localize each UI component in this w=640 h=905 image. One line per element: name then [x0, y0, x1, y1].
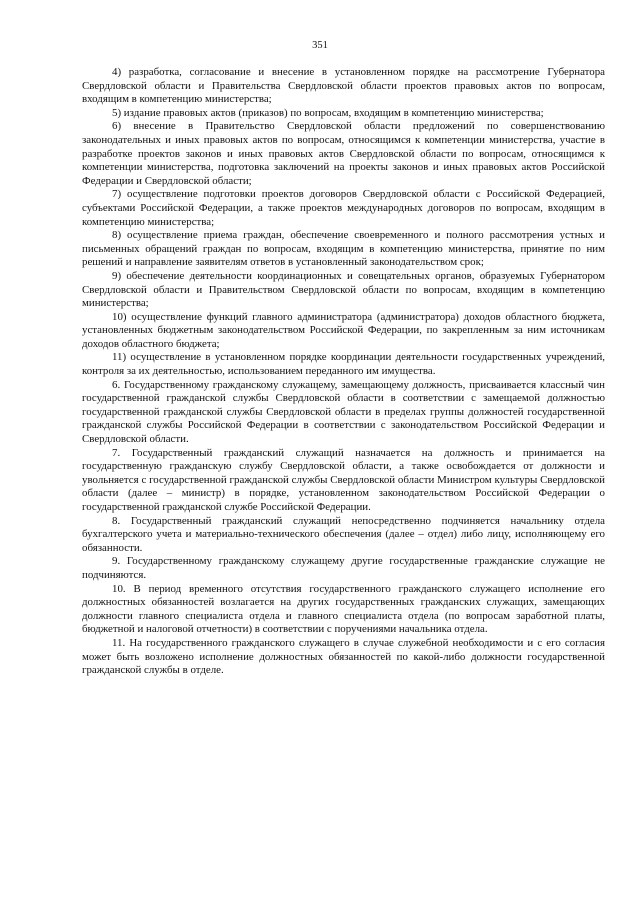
paragraph-section-7: 7. Государственный гражданский служащий назначается на должность и принимается на государственную гражданскую службу Свердловской области, а также освобождается от должности и увольняется с государственной гражданской службы Свердловской области Министром культуры Свердловской области (далее – министр) в порядке, установленном законодательством Российской Федерации о государственной гражданской службе Российской Федерации.: [82, 446, 605, 513]
paragraph-item-5: 5) издание правовых актов (приказов) по вопросам, входящим в компетенцию министерства;: [112, 106, 544, 119]
paragraph-item-9: 9) обеспечение деятельности координационных и совещательных органов, образуемых Губернатором Свердловской области и Правительством Свердловской области по вопросам, входящим в компетенцию министерства;: [82, 269, 605, 310]
paragraph-section-11: 11. На государственного гражданского служащего в случае служебной необходимости и с его согласия может быть возложено исполнение должностных обязанностей по какой-либо должности государственной гражданской службы в отделе.: [82, 636, 605, 677]
paragraph-section-10: 10. В период временного отсутствия государственного гражданского служащего исполнение его должностных обязанностей возлагается на других государственных гражданских служащих, замещающих должности главного специалиста отдела и главного специалиста отдела (по вопросам заработной платы, бюджетной и налоговой отчетности) в соответствии с поручениями начальника отдела.: [82, 582, 605, 636]
paragraph-item-11: 11) осуществление в установленном порядке координации деятельности государственных учреждений, контроля за их деятельностью, использованием переданного им имущества.: [82, 351, 605, 378]
paragraph-section-9: 9. Государственному гражданскому служащему другие государственные гражданские служащие не подчиняются.: [82, 555, 605, 581]
page-number: 351: [312, 40, 328, 51]
paragraph-item-8: 8) осуществление приема граждан, обеспечение своевременного и полного рассмотрения устных и письменных обращений граждан по вопросам, входящим в компетенцию министерства, принятие по ним решений и направление заявителям ответов в установленный законодательством срок;: [82, 229, 605, 269]
paragraph-item-7: 7) осуществление подготовки проектов договоров Свердловской области с Российской Федерацией, субъектами Российской Федерации, а также проектов международных договоров по вопросам, входящим в компетенцию министерства;: [82, 188, 605, 228]
paragraph-section-6: 6. Государственному гражданскому служащему, замещающему должность, присваивается классный чин государственной гражданской службы Свердловской области в соответствии с замещаемой должностью государственной гражданской службы Свердловской области в пределах группы должностей государственной гражданской службы Российской Федерации в соответствии с законодательством Российской Федерации и Свердловской области.: [82, 378, 605, 446]
paragraph-item-10: 10) осуществление функций главного администратора (администратора) доходов областного бюджета, установленных бюджетным законодательством Российской Федерации, по закрепленным за ним источникам доходов областного бюджета;: [82, 310, 605, 350]
paragraph-section-8: 8. Государственный гражданский служащий непосредственно подчиняется начальнику отдела бухгалтерского учета и материально-технического обеспечения (далее – отдел) либо лицу, исполняющему его обязанности.: [82, 514, 605, 554]
paragraph-item-4: 4) разработка, согласование и внесение в установленном порядке на рассмотрение Губернатора Свердловской области и Правительства Свердловской области проектов правовых актов по вопросам, входящим в компетенцию министерства;: [82, 66, 605, 106]
document-body: [82, 66, 605, 678]
paragraph-item-6: 6) внесение в Правительство Свердловской области предложений по совершенствованию законодательных и иных правовых актов по вопросам, относящимся к компетенции министерства, участие в разработке проектов законов и иных правовых актов Свердловской области по вопросам, относящимся к компетенции министерства, подготовка заключений на проекты законов и иных правовых актов Российской Федерации и Свердловской области;: [82, 120, 605, 187]
